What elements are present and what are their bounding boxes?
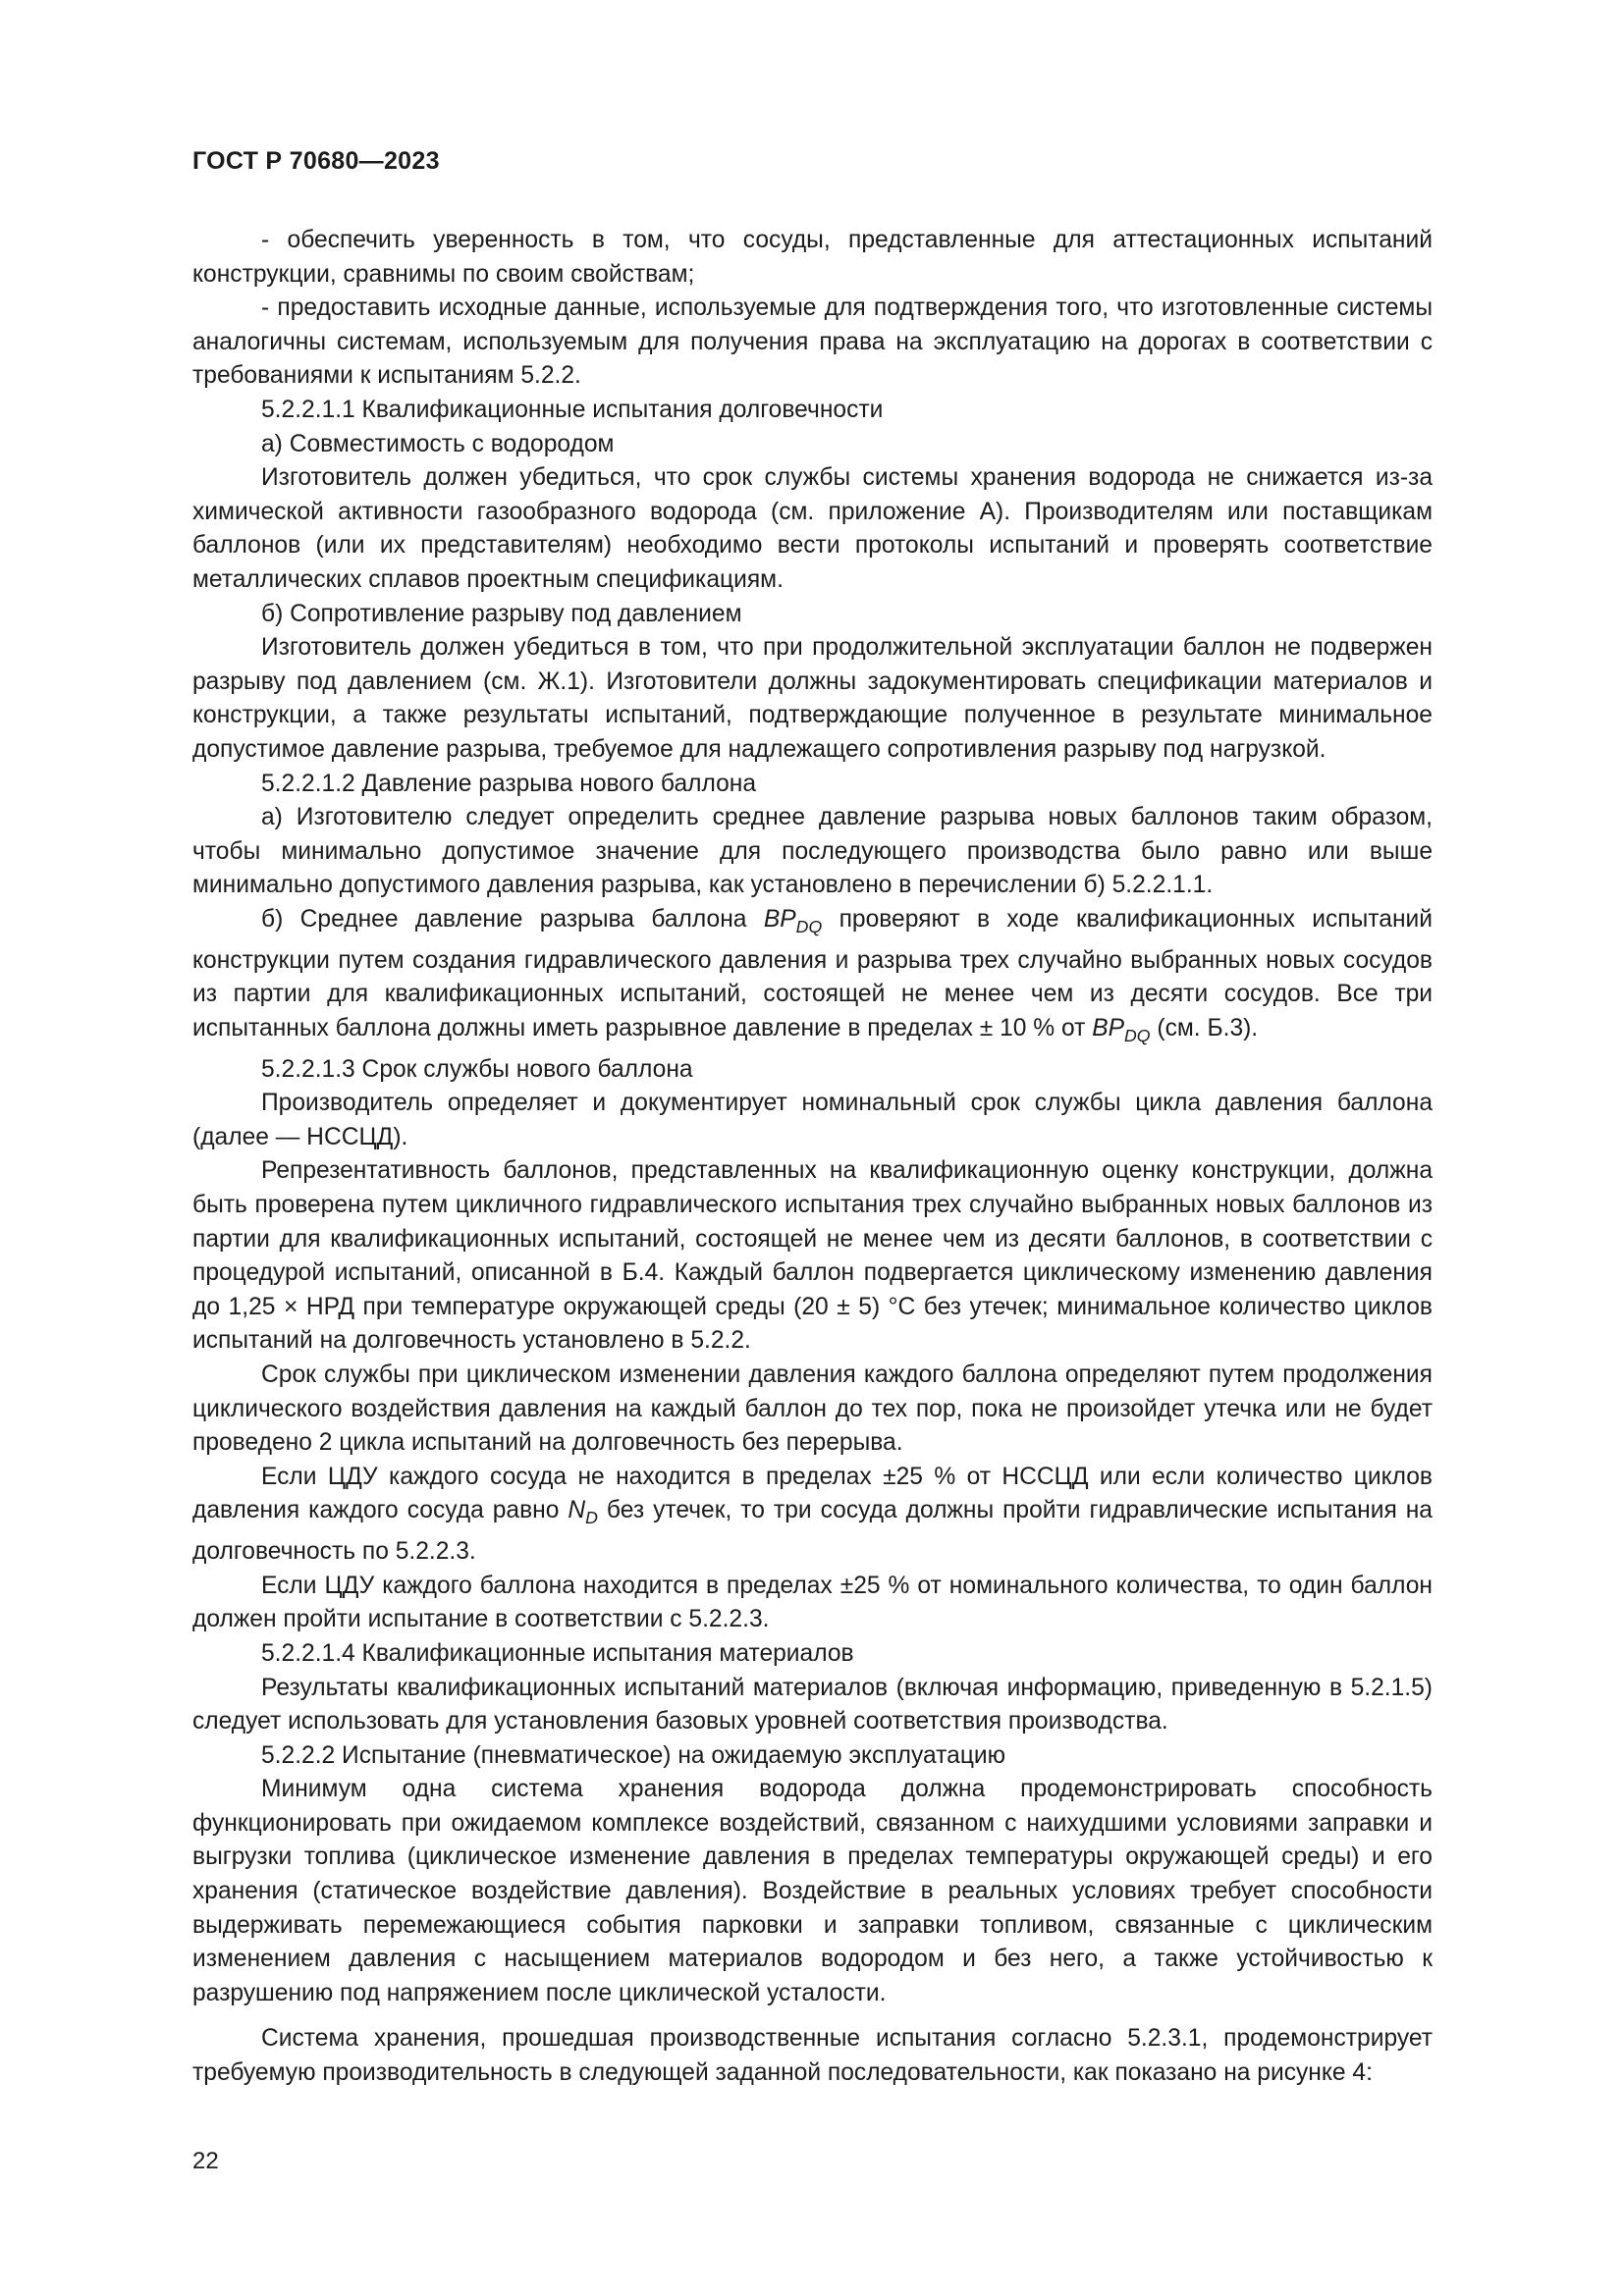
section-heading: 5.2.2.1.2 Давление разрыва нового баллона bbox=[261, 770, 757, 797]
body-text bbox=[192, 224, 1433, 2091]
formula-symbol: BP bbox=[1092, 1014, 1125, 1041]
formula-subscript: D bbox=[585, 1508, 598, 1528]
paragraph: Репрезентативность баллонов, представленных на квалификационную оценку конструкции, должна быть проверена путем цикличного гидравлического испытания трех случайно выбранных новых баллонов из партии для квалификационных испытаний, состоящей не менее чем из десяти баллонов, в соответствии с процедурой испытаний, описанной в Б.4. Каждый баллон подвергается циклическому изменению давления до 1,25 × НРД при температуре окружающей среды (20 ± 5) °C без утечек; минимальное количество циклов испытаний на долговечность установлено в 5.2.2. bbox=[192, 1157, 1433, 1355]
paragraph: Срок службы при циклическом изменении давления каждого баллона определяют путем продолжения циклического воздействия давления на каждый баллон до тех пор, пока не произойдет утечка или не будет проведено 2 цикла испытаний на долговечность без перерыва. bbox=[192, 1361, 1433, 1457]
formula-symbol: BP bbox=[763, 905, 796, 933]
paragraph: а) Изготовителю следует определить среднее давление разрыва новых баллонов таким образом, чтобы минимально допустимое значение для последующего производства было равно или выше минимально допустимого давления разрыва, как установлено в перечислении б) 5.2.2.1.1. bbox=[192, 804, 1433, 899]
paragraph: Если ЦДУ каждого баллона находится в пределах ±25 % от номинального количества, то один баллон должен пройти испытание в соответствии с 5.2.2.3. bbox=[192, 1572, 1433, 1633]
section-heading: 5.2.2.1.4 Квалификационные испытания материалов bbox=[261, 1639, 854, 1667]
text-run: б) Среднее давление разрыва баллона bbox=[261, 905, 764, 933]
paragraph: - предоставить исходные данные, используемые для подтверждения того, что изготовленные системы аналогичны системам, используемым для получения права на эксплуатацию на дорогах в соответствии с требованиями к испытаниям 5.2.2. bbox=[192, 294, 1433, 390]
paragraph: Система хранения, прошедшая производственные испытания согласно 5.2.3.1, продемонстрирует требуемую производительность в следующей заданной последовательности, как показано на рисунке 4: bbox=[192, 2025, 1433, 2087]
text-run: Если ЦДУ каждого сосуда не находится в пределах ±25 % от НССЦД или если количество циклов давления каждого сосуда равно bbox=[192, 1463, 1433, 1524]
section-heading: 5.2.2.2 Испытание (пневматическое) на ожидаемую эксплуатацию bbox=[261, 1741, 1006, 1769]
document-code-header: ГОСТ Р 70680—2023 bbox=[192, 147, 440, 175]
section-heading: 5.2.2.1.3 Срок службы нового баллона bbox=[261, 1055, 693, 1083]
text-run: без утечек, то три сосуда должны пройти гидравлические испытания на долговечность по 5.2.2.3. bbox=[192, 1497, 1433, 1566]
text-run: (см. Б.3). bbox=[1150, 1014, 1259, 1041]
list-item-heading: а) Совместимость с водородом bbox=[261, 430, 615, 457]
paragraph: - обеспечить уверенность в том, что сосуды, представленные для аттестационных испытаний конструкции, сравнимы по своим свойствам; bbox=[192, 227, 1433, 288]
page-number: 22 bbox=[192, 2148, 219, 2174]
list-item-heading: б) Сопротивление разрыву под давлением bbox=[261, 600, 742, 627]
paragraph: Изготовитель должен убедиться, что срок службы системы хранения водорода не снижается из-за химической активности газообразного водорода (см. приложение А). Производителям или поставщикам баллонов (или их представителям) необходимо вести протоколы испытаний и проверять соответствие металлических сплавов проектным спецификациям. bbox=[192, 464, 1433, 593]
formula-subscript: DQ bbox=[795, 917, 823, 937]
section-heading: 5.2.2.1.1 Квалификационные испытания долговечности bbox=[261, 396, 884, 423]
paragraph: Результаты квалификационных испытаний материалов (включая информацию, приведенную в 5.2.1.5) следует использовать для установления базовых уровней соответствия производства. bbox=[192, 1674, 1433, 1735]
paragraph-nd bbox=[192, 1461, 1433, 1570]
paragraph: Производитель определяет и документирует номинальный срок службы цикла давления баллона (далее — НССЦД). bbox=[192, 1090, 1433, 1150]
formula-subscript: DQ bbox=[1124, 1026, 1151, 1046]
paragraph: Минимум одна система хранения водорода должна продемонстрировать способность функционировать при ожидаемом комплексе воздействий, связанном с наихудшими условиями заправки и выгрузки топлива (циклическое изменение давления в пределах температуры окружающей среды) и его хранения (статическое воздействие давления). Воздействие в реальных условиях требует способности выдерживать перемежающиеся события парковки и заправки топливом, связанные с циклическим изменением давления с насыщением материалов водородом и без него, а также устойчивостью к разрушению под напряжением после циклической усталости. bbox=[192, 1776, 1433, 2006]
text-run: проверяют в ходе квалификационных испытаний конструкции путем создания гидравлического давления и разрыва трех случайно выбранных новых сосудов из партии для квалификационных испытаний, состоящей не менее чем из десяти сосудов. Все три испытанных баллона должны иметь разрывное давление в пределах ± 10 % от bbox=[192, 905, 1434, 1041]
paragraph-burst-pressure bbox=[192, 903, 1433, 1053]
paragraph: Изготовитель должен убедиться в том, что при продолжительной эксплуатации баллон не подвержен разрыву под давлением (см. Ж.1). Изготовители должны задокументировать спецификации материалов и конструкции, а также результаты испытаний, подтверждающие полученное в результате минимальное допустимое давление разрыва, требуемое для надлежащего сопротивления разрыву под нагрузкой. bbox=[192, 634, 1433, 763]
formula-symbol: N bbox=[568, 1497, 586, 1524]
